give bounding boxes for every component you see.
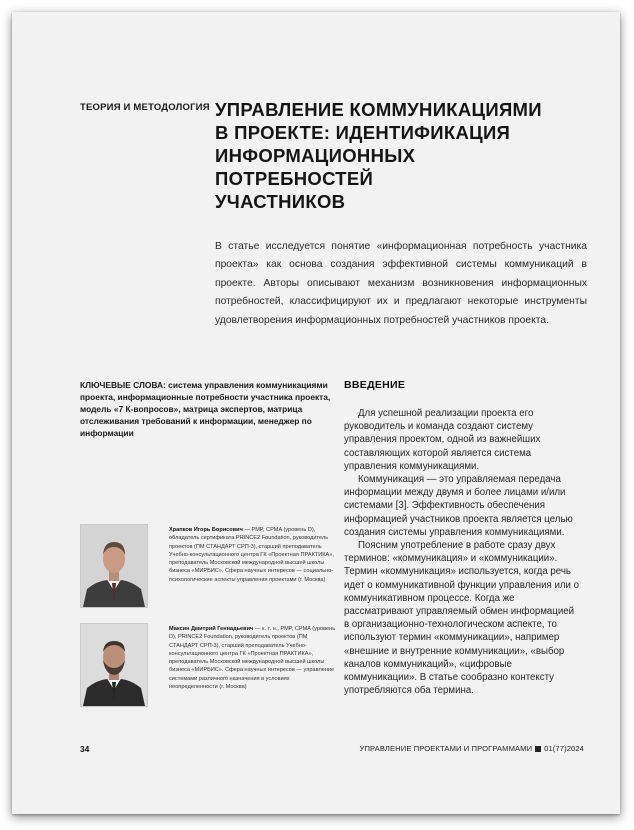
article-body (344, 407, 580, 697)
author-bio (169, 526, 337, 584)
author-bio (169, 625, 337, 691)
magazine-page (12, 12, 620, 814)
author-description: — к. т. н., PMP, CPMA (уровень D), PRINCE2 Foundation, руководитель проектов (ПМ СТАНДАРТ СРП-3), старший преподаватель Учебно-консультационного центра ГК «Проектная ПРАКТИКА», преподаватель Московской международной высшей школы бизнеса «МИРБИС». Сфера научных интересов — управление системами различного назначения в условиях неопределенности (г. Москва) (169, 626, 336, 691)
author-description: — PMP, CPMA (уровень D), обладатель сертификата PRINCE2 Foundation, руководитель проектов (ПМ СТАНДАРТ СРП-3), старший преподаватель Учебно-консультационного центра ГК «Проектная ПРАКТИКА», преподаватель Московской международной высшей школы бизнеса «МИРБИС». Сфера научных интересов — социально-психологические аспекты управления проектами (г. Москва) (169, 527, 334, 583)
title-line: ИНФОРМАЦИОННЫХ ПОТРЕБНОСТЕЙ (215, 145, 416, 189)
author-card (80, 623, 334, 707)
author-name: Храпков Игорь Борисович (169, 527, 243, 533)
author-name: Максин Дмитрий Геннадьевич (169, 626, 254, 632)
body-paragraph: Поясним употребление в работе сразу двух терминов: «коммуникация» и «коммуникации». Термин «коммуникация» используется, когда речь идет о коммуникативной функции управления или о коммуникативном процессе. Когда же рассматривают управляемый обмен информацией в организационно-технологическом аспекте, то используют термин «коммуникации», например «внешние и внутренние коммуникации», «выбор каналов коммуникаций», «цифровые коммуникации». В статье сообразно контексту употребляются оба термина. (344, 540, 580, 697)
square-separator-icon (535, 746, 541, 752)
body-paragraph: Для успешной реализации проекта его руководитель и команда создают систему управления проектом, одной из важнейших составляющих которой является система управления коммуникациями. (344, 408, 541, 472)
title-line: В ПРОЕКТЕ: ИДЕНТИФИКАЦИЯ (215, 122, 511, 143)
title-line: УПРАВЛЕНИЕ КОММУНИКАЦИЯМИ (215, 99, 542, 120)
journal-footer (360, 744, 584, 753)
journal-name: УПРАВЛЕНИЕ ПРОЕКТАМИ И ПРОГРАММАМИ (359, 744, 533, 753)
section-heading: ВВЕДЕНИЕ (344, 379, 406, 391)
title-line: УЧАСТНИКОВ (215, 191, 346, 212)
author-photo (80, 524, 148, 608)
author-photo (80, 623, 148, 707)
article-abstract: В статье исследуется понятие «информационная потребность участника проекта» как основа создания эффективной системы коммуникаций в проекте. Авторы описывают механизм возникновения информационных потребностей, классифицируют их и предлагают некоторые инструменты удовлетворения информационных потребностей участников проекта. (215, 241, 587, 326)
page-number: 34 (80, 744, 90, 754)
keywords: КЛЮЧЕВЫЕ СЛОВА: система управления коммуникациями проекта, информационные потребности участника проекта, модель «7 К-вопросов», матрица экспертов, матрица отслеживания требований к информации, менеджер по информации (80, 380, 331, 438)
section-label: ТЕОРИЯ И МЕТОДОЛОГИЯ (80, 102, 210, 113)
author-card (80, 524, 334, 608)
body-paragraph: Коммуникация — это управляемая передача информации между двумя и более лицами и/или системами [3]. Эффективность обеспечения информацией участников проекта является целью создания системы управления коммуникациями. (344, 474, 573, 538)
journal-issue: 01(77)2024 (544, 744, 584, 753)
article-title (215, 98, 575, 213)
